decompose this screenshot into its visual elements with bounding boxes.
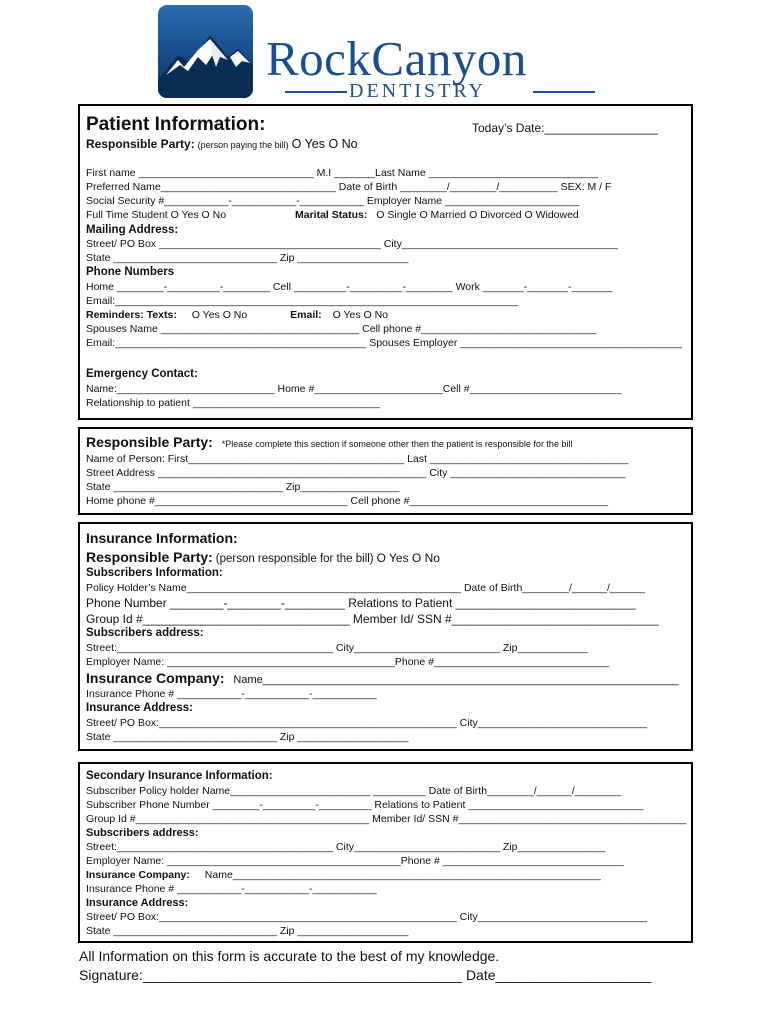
ins-rp-label: Responsible Party: — [86, 549, 213, 565]
ins-holder-row[interactable]: Policy Holder’s Name_______________________________________________ Date of Birth________/______/______ — [86, 582, 645, 594]
sec-company-phone-row[interactable]: Insurance Phone # ___________-___________-___________ — [86, 883, 377, 895]
sec-title: Secondary Insurance Information: — [86, 770, 273, 782]
brand-sub-text: DENTISTRY — [349, 80, 486, 102]
texts-options[interactable]: O Yes O No — [191, 309, 248, 321]
ins-group-row[interactable]: Group Id #_______________________________ Member Id/ SSN #_______________________________ — [86, 612, 659, 626]
state-row[interactable]: State ____________________________ Zip ___________________ — [86, 252, 409, 264]
sec-addr-title: Subscribers address: — [86, 827, 199, 839]
rp-options[interactable]: O Yes O No — [291, 137, 358, 151]
ins-employer-row[interactable]: Employer Name: _______________________________________Phone #______________________________ — [86, 656, 610, 668]
ins-street-row[interactable]: Street:_____________________________________ City_________________________ Zip____________ — [86, 642, 588, 654]
ins-addr-title: Subscribers address: — [86, 627, 204, 639]
sec-company-label: Insurance Company: — [86, 869, 190, 881]
ins-rp-row — [86, 549, 440, 565]
ins-company-row — [86, 670, 679, 686]
brand-subtitle — [265, 80, 595, 104]
ins-title: Insurance Information: — [86, 530, 238, 546]
resp-note: *Please complete this section if someone other then the patient is responsible for the bill — [221, 439, 573, 449]
emergency-title: Emergency Contact: — [86, 368, 198, 380]
resp-street-row[interactable]: Street Address ______________________________________________ City ______________________________ — [86, 467, 626, 479]
resp-name-row[interactable]: Name of Person: First_____________________________________ Last __________________________________ — [86, 453, 629, 465]
ins-company-state-row[interactable]: State ____________________________ Zip ___________________ — [86, 731, 409, 743]
ins-phone-row[interactable]: Phone Number ________-________-_________ Relations to Patient ___________________________ — [86, 596, 636, 610]
spouse-email-row[interactable]: Email:___________________________________________ Spouses Employer ______________________________________ — [86, 337, 683, 349]
reminders-label: Reminders: Texts: — [86, 309, 177, 321]
sec-company-street-row[interactable]: Street/ PO Box:___________________________________________________ City_____________________________ — [86, 911, 648, 923]
todays-date-field[interactable]: Today’s Date:_________________ — [472, 121, 658, 135]
name-row[interactable]: First name ______________________________ M.I _______Last Name _____________________________ — [86, 167, 599, 179]
resp-state-row[interactable]: State _____________________________ Zip_________________ — [86, 481, 400, 493]
mailing-title: Mailing Address: — [86, 224, 179, 236]
rp-note: (person paying the bill) — [197, 140, 289, 150]
resp-phone-row[interactable]: Home phone #_________________________________ Cell phone #__________________________________ — [86, 495, 609, 507]
email-row[interactable]: Email:_____________________________________________________________________ — [86, 295, 519, 307]
email-label: Email: — [290, 309, 322, 321]
ins-rp-options[interactable]: O Yes O No — [376, 551, 440, 565]
signature-row[interactable]: Signature:_________________________________________ Date____________________ — [79, 967, 652, 983]
sec-street-row[interactable]: Street:_____________________________________ City_________________________ Zip_______________ — [86, 841, 606, 853]
rp-label: Responsible Party: — [86, 137, 195, 151]
ins-sub-title: Subscribers Information: — [86, 567, 223, 579]
attestation-text: All Information on this form is accurate to the best of my knowledge. — [79, 948, 500, 964]
sec-employer-row[interactable]: Employer Name: ________________________________________Phone # _______________________________ — [86, 855, 624, 867]
resp-header — [86, 434, 572, 450]
marital-label: Marital Status: — [295, 209, 368, 221]
relationship-row[interactable]: Relationship to patient ________________________________ — [86, 397, 380, 409]
student-field[interactable]: Full Time Student O Yes O No — [86, 209, 227, 221]
phone-row[interactable]: Home ________-_________-________ Cell _________-_________-________ Work _______-_______-_______ — [86, 281, 613, 293]
ssn-row[interactable]: Social Security #___________-___________-___________ Employer Name _______________________ — [86, 195, 580, 207]
phone-title: Phone Numbers — [86, 266, 175, 278]
emergency-name-row[interactable]: Name:___________________________ Home #______________________Cell #__________________________ — [86, 383, 622, 395]
marital-options[interactable]: O Single O Married O Divorced O Widowed — [376, 209, 579, 221]
street-row[interactable]: Street/ PO Box ______________________________________ City_____________________________________ — [86, 238, 618, 250]
preferred-name-row[interactable]: Preferred Name______________________________ Date of Birth ________/________/__________ SEX: M / F — [86, 181, 612, 193]
sec-group-row[interactable]: Group Id #________________________________________ Member Id/ SSN #_______________________________________ — [86, 813, 687, 825]
sec-company-row — [86, 869, 601, 881]
ins-insaddr-title: Insurance Address: — [86, 702, 193, 714]
mountain-icon — [158, 5, 253, 98]
ins-company-field[interactable]: Name____________________________________________________________________ — [233, 674, 679, 686]
patient-title: Patient Information: — [86, 114, 266, 135]
logo-mark — [158, 5, 253, 98]
ins-company-label: Insurance Company: — [86, 670, 225, 686]
ins-company-street-row[interactable]: Street/ PO Box:___________________________________________________ City_____________________________ — [86, 717, 648, 729]
resp-title: Responsible Party: — [86, 434, 213, 450]
ins-company-phone-row[interactable]: Insurance Phone # ___________-___________-___________ — [86, 688, 377, 700]
sec-phone-row[interactable]: Subscriber Phone Number ________-_________-_________ Relations to Patient ______________________________ — [86, 799, 644, 811]
responsible-party-row — [86, 137, 358, 151]
email-options[interactable]: O Yes O No — [332, 309, 389, 321]
sec-insaddr-title: Insurance Address: — [86, 897, 189, 909]
reminders-row — [86, 309, 388, 321]
student-marital-row — [86, 209, 579, 221]
sec-holder-row[interactable]: Subscriber Policy holder Name________________________ _________ Date of Birth________/______/________ — [86, 785, 622, 797]
brand-name: RockCanyon — [266, 31, 527, 86]
ins-rp-note: (person responsible for the bill) — [215, 553, 374, 565]
spouse-row[interactable]: Spouses Name __________________________________ Cell phone #______________________________ — [86, 323, 597, 335]
sec-company-state-row[interactable]: State ____________________________ Zip ___________________ — [86, 925, 409, 937]
sec-company-field[interactable]: Name_______________________________________________________________ — [204, 869, 601, 881]
